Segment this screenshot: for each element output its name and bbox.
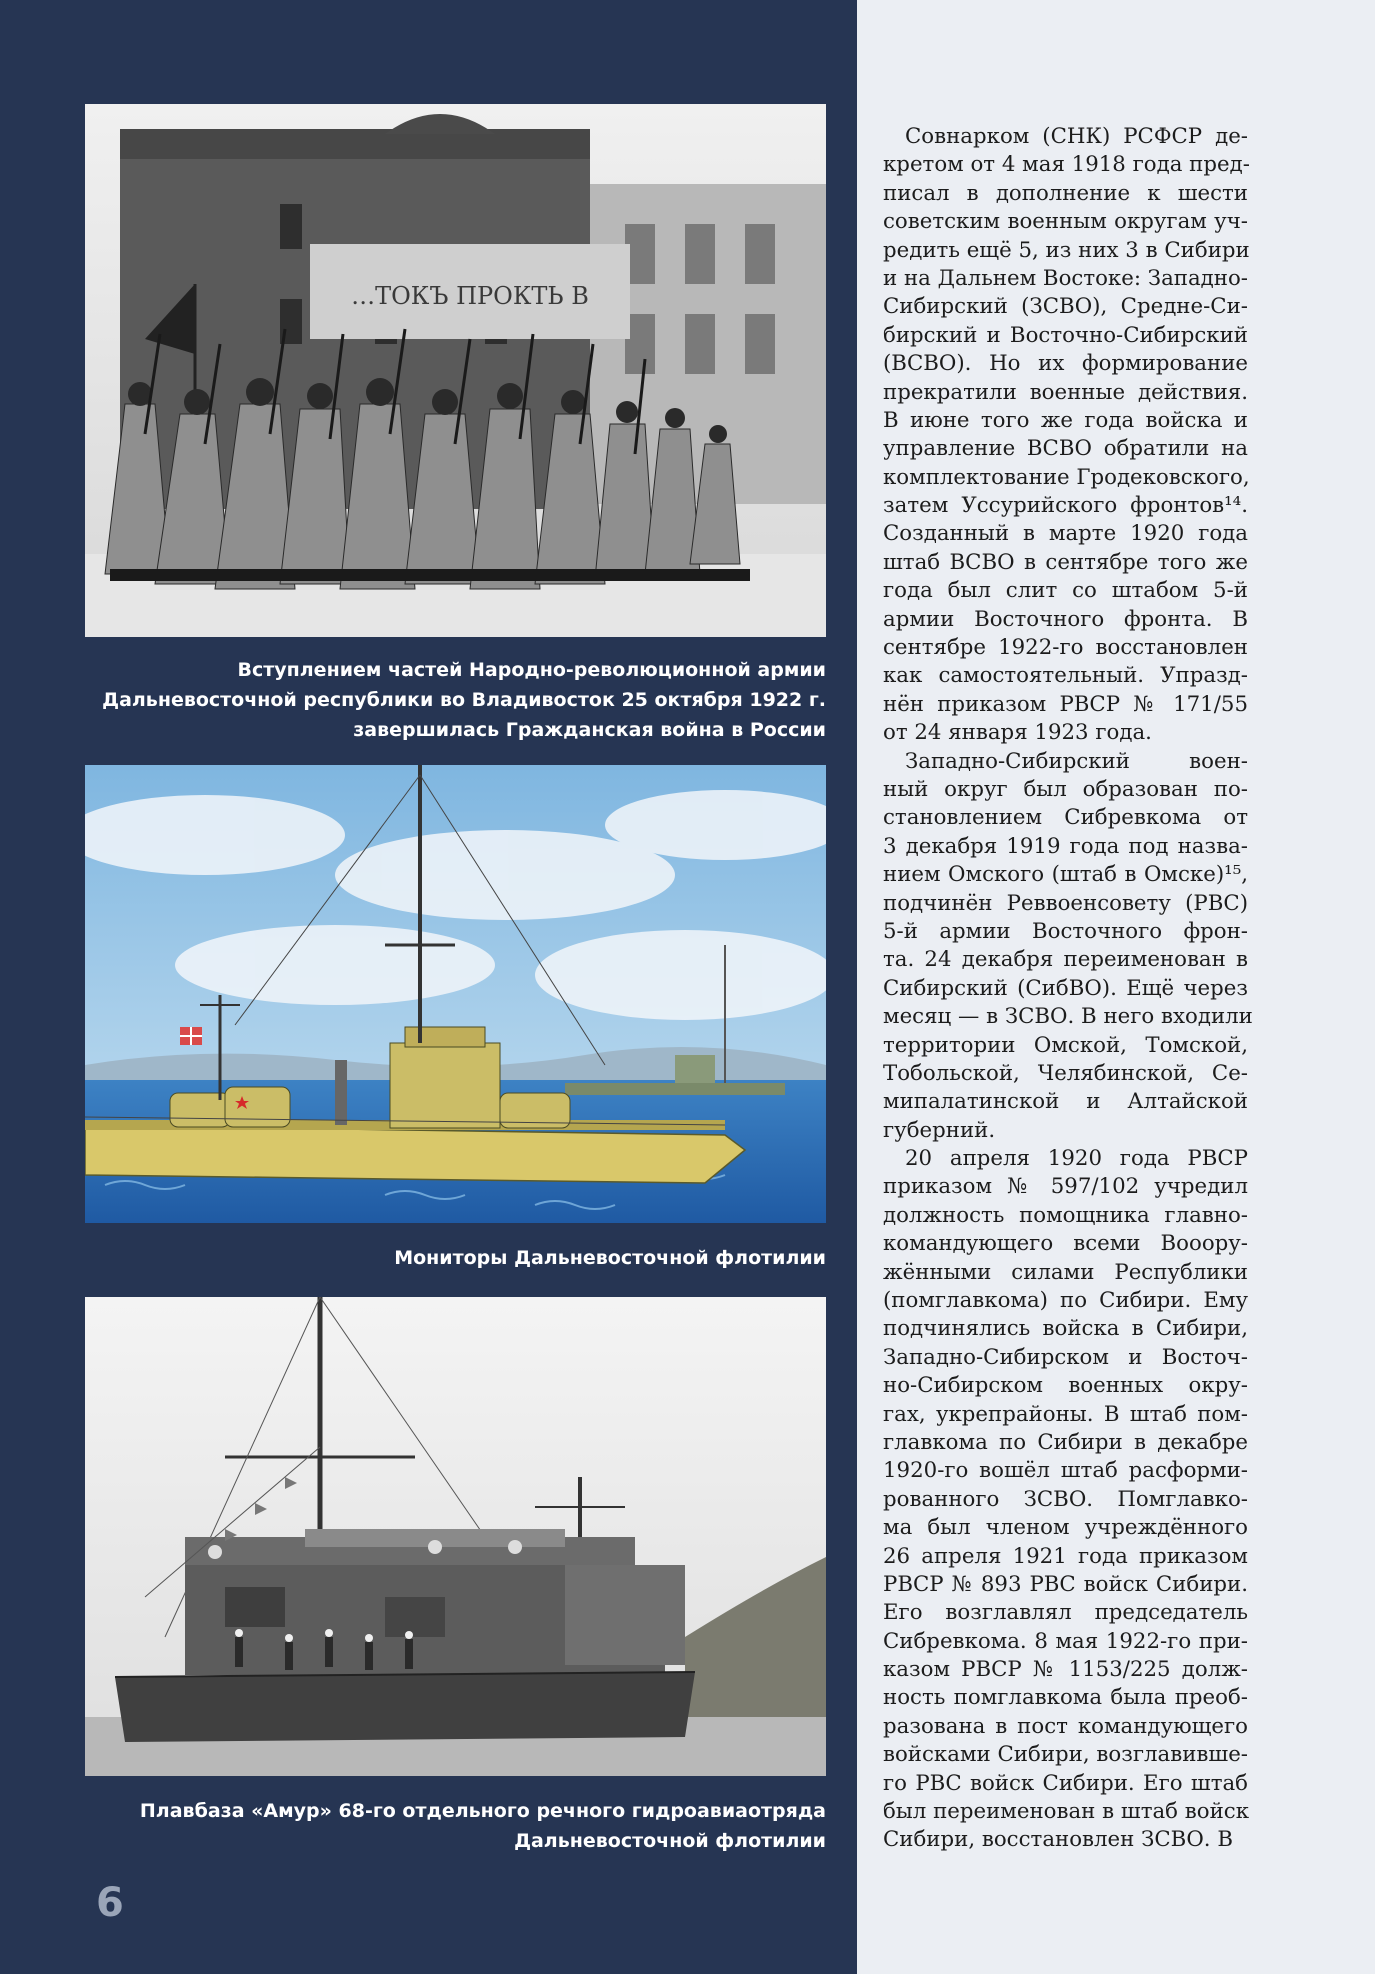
article-line: и на Дальнем Востоке: Западно- [883,265,1248,291]
article-line: Сибири, восстановлен ЗСВО. В [883,1827,1233,1853]
article-line: ма был членом учреждённого [883,1515,1248,1541]
article-line: писал в дополнение к шести [883,180,1248,206]
caption-line: завершилась Гражданская война в России [353,719,826,741]
article-text [883,123,1253,1855]
article-line: рованного ЗСВО. Помглавко- [883,1486,1248,1512]
monitors-painting-illustration [85,765,826,1223]
article-line: затем Уссурийского фронтов¹⁴. [883,493,1248,519]
article-line: как самостоятельный. Упразд- [883,663,1248,689]
article-line: приказом № 597/102 учредил [883,1174,1248,1200]
article-line: ный округ был образован по- [883,776,1248,802]
photo-monitors-painting [85,765,826,1223]
article-line: месяц — в ЗСВО. В него входили [883,1004,1253,1030]
article-line: штаб ВСВО в сентябре того же [883,549,1248,575]
article-line: армии Восточного фронта. В [883,606,1248,632]
article-line: Тобольской, Челябинской, Се- [883,1060,1248,1086]
article-line: войсками Сибири, возглавивше- [883,1742,1248,1768]
building-sign-text: …ТОКЪ ПРОКТЬ В [351,282,589,310]
article-line: В июне того же года войска и [883,407,1248,433]
article-line: редить ещё 5, из них 3 в Сибири [883,237,1250,263]
article-line: (ВСВО). Но их формирование [883,351,1248,377]
caption-photo-monitors [85,1243,826,1273]
article-line: 26 апреля 1921 года приказом [883,1543,1248,1569]
article-line: прекратили военные действия. [883,379,1248,405]
caption-line: Плавбаза «Амур» 68-го отдельного речного гидроавиаотряда [139,1800,826,1822]
article-line: советским военным округам уч- [883,209,1248,235]
article-line: становлением Сибревкома от [883,805,1248,831]
article-line: гах, укрепрайоны. В штаб пом- [883,1401,1248,1427]
article-line: командующего всеми Вооору- [883,1231,1248,1257]
article-line: 1920-го вошёл штаб расформи- [883,1458,1248,1484]
troops-parade-illustration [85,104,826,637]
article-line: ность помглавкома была преоб- [883,1685,1248,1711]
article-line: 5-й армии Восточного фрон- [883,918,1248,944]
article-line: (помглавкома) по Сибири. Ему [883,1288,1248,1314]
photo-floating-base-amur [85,1297,826,1776]
article-line: 3 декабря 1919 года под назва- [883,833,1248,859]
article-line: года был слит со штабом 5-й [883,578,1248,604]
article-line: должность помощника главно- [883,1202,1248,1228]
article-line: Сибревкома. 8 мая 1922-го при- [883,1628,1248,1654]
article-line: но-Сибирском военных окру- [883,1373,1248,1399]
article-line: 20 апреля 1920 года РВСР [905,1146,1248,1172]
article-line: разована в пост командующего [883,1713,1248,1739]
article-line: комплектование Гродековского, [883,464,1250,490]
caption-line: Мониторы Дальневосточной флотилии [394,1247,826,1269]
article-line: главкома по Сибири в декабре [883,1429,1248,1455]
article-line: подчинялись войска в Сибири, [883,1316,1248,1342]
article-line: Западно-Сибирский воен- [905,748,1248,774]
article-line: казом РВСР № 1153/225 долж- [883,1657,1248,1683]
article-line: от 24 января 1923 года. [883,720,1152,746]
article-line: бирский и Восточно-Сибирский [883,322,1248,348]
article-line: подчинён Реввоенсовету (РВС) [883,890,1248,916]
article-line: жёнными силами Республики [883,1259,1248,1285]
article-line: был переименован в штаб войск [883,1799,1250,1825]
floating-base-illustration [85,1297,826,1776]
article-line: Западно-Сибирском и Восточ- [883,1344,1248,1370]
article-line: Его возглавлял председатель [883,1600,1248,1626]
caption-line: Дальневосточной республики во Владивосток 25 октября 1922 г. [102,689,826,711]
page-number: 6 [96,1880,124,1926]
caption-line: Вступлением частей Народно-революционной армии [237,659,826,681]
article-line: та. 24 декабря переименован в [883,947,1248,973]
article-line: управление ВСВО обратили на [883,436,1248,462]
caption-photo-amur [85,1796,826,1856]
article-line: мипалатинской и Алтайской [883,1089,1248,1115]
article-line: Созданный в марте 1920 года [883,521,1248,547]
caption-photo-troops [85,655,826,745]
article-line: территории Омской, Томской, [883,1032,1248,1058]
article-line: Совнарком (СНК) РСФСР де- [905,124,1248,149]
article-line: кретом от 4 мая 1918 года пред- [883,152,1250,178]
article-line: нием Омского (штаб в Омске)¹⁵, [883,862,1248,888]
article-line: сентябре 1922-го восстановлен [883,635,1248,661]
article-line: Сибирский (СибВО). Ещё через [883,975,1248,1001]
article-line: РВСР № 893 РВС войск Сибири. [883,1571,1248,1597]
article-line: нён приказом РВСР № 171/55 [883,691,1248,717]
article-line: Сибирский (ЗСВО), Средне-Си- [883,294,1248,320]
caption-line: Дальневосточной флотилии [514,1830,826,1852]
article-line: губерний. [883,1117,996,1143]
photo-troops-parade [85,104,826,637]
article-line: го РВС войск Сибири. Его штаб [883,1770,1248,1796]
